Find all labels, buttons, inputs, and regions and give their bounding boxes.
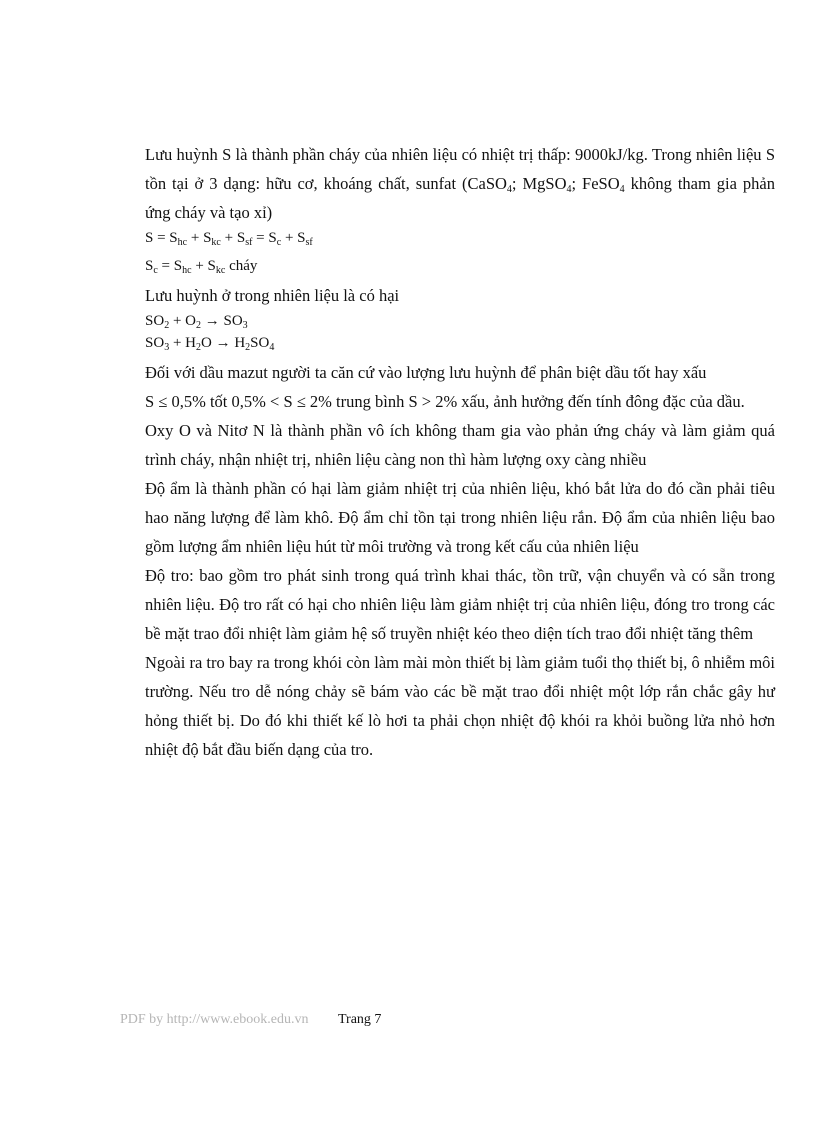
formula-sulfur-total <box>145 227 775 249</box>
formula-term: = S <box>157 258 183 274</box>
formula-so2-oxidation <box>145 310 775 332</box>
formula-term: SO <box>145 335 165 351</box>
paragraph-oxygen-nitrogen: Oxy O và Nitơ N là thành phần vô ích không tham gia vào phản ứng cháy và làm giảm quá trình cháy, nhận nhiệt trị, nhiên liệu càng non thì hàm lượng oxy càng nhiều <box>145 421 775 469</box>
subscript: sf <box>245 237 253 248</box>
paragraph-mazut-oil: Đối với dầu mazut người ta căn cứ vào lượng lưu huỳnh để phân biệt dầu tốt hay xấu <box>145 363 707 382</box>
text-segment: không tham gia phản ứng cháy và tạo xỉ) <box>145 174 775 222</box>
paragraph-ash: Độ tro: bao gồm tro phát sinh trong quá trình khai thác, tồn trữ, vận chuyển và có sẵn trong nhiên liệu. Độ tro rất có hại cho nhiên liệu làm giảm nhiệt trị của nhiên liệu, đóng tro trong các bề mặt trao đổi nhiệt làm giảm hệ số truyền nhiệt kéo theo diện tích trao đổi nhiệt tăng thêm <box>145 566 775 643</box>
footer-source-link[interactable]: PDF by http://www.ebook.edu.vn <box>120 1012 309 1027</box>
formula-term: O → H <box>200 335 246 351</box>
formula-term: SO <box>145 313 165 329</box>
subscript: c <box>276 237 282 248</box>
paragraph-moisture: Độ ẩm là thành phần có hại làm giảm nhiệt trị của nhiên liệu, khó bắt lửa do đó cần phải tiêu hao năng lượng để làm khô. Độ ẩm chỉ tồn tại trong nhiên liệu rắn. Độ ẩm của nhiên liệu bao gồm lượng ẩm nhiên liệu hút từ môi trường và trong kết cấu của nhiên liệu <box>145 479 775 556</box>
subscript: kc <box>211 237 221 248</box>
paragraph-sulfur-intro <box>145 140 775 227</box>
subscript: 3 <box>164 342 170 353</box>
paragraph-sulfur-grades: S ≤ 0,5% tốt 0,5% < S ≤ 2% trung bình S > 2% xấu, ảnh hưởng đến tính đông đặc của dầu. <box>145 392 745 411</box>
subscript: hc <box>177 237 188 248</box>
formula-term: = S <box>252 230 277 246</box>
formula-term: SO <box>250 335 270 351</box>
formula-term: + S <box>281 230 306 246</box>
formula-term: S = S <box>145 230 178 246</box>
page-footer <box>120 1012 381 1028</box>
formula-term: + S <box>220 230 246 246</box>
text-segment: Lưu huỳnh S là thành phần cháy của nhiên liệu có nhiệt trị thấp: 9000kJ/kg. Trong nhiên liệu S tồn tại ở 3 dạng: hữu cơ, khoáng chất, sunfat (CaSO <box>145 145 775 193</box>
subscript: 2 <box>195 320 201 331</box>
subscript: kc <box>215 265 226 276</box>
subscript: 4 <box>269 342 275 353</box>
text-segment: ; MgSO <box>511 174 567 193</box>
text-segment: ; FeSO <box>571 174 620 193</box>
subscript: 2 <box>245 342 251 353</box>
formula-term: + O <box>169 313 196 329</box>
paragraph-sulfur-harmful: Lưu huỳnh ở trong nhiên liệu là có hại <box>145 286 400 305</box>
formula-sulfur-combustible <box>145 255 775 277</box>
formula-term: + S <box>191 258 216 274</box>
subscript: 2 <box>164 320 170 331</box>
formula-term: + H <box>169 335 196 351</box>
subscript: sf <box>305 237 313 248</box>
subscript: c <box>153 265 158 276</box>
subscript: 4 <box>619 184 625 195</box>
subscript: hc <box>182 265 192 276</box>
subscript: 3 <box>242 320 248 331</box>
formula-term: cháy <box>225 258 258 274</box>
paragraph-fly-ash: Ngoài ra tro bay ra trong khói còn làm mài mòn thiết bị làm giảm tuổi thọ thiết bị, ô nhiễm môi trường. Nếu tro dễ nóng chảy sẽ bám vào các bề mặt trao đổi nhiệt một lớp rắn chắc gây hư hỏng thiết bị. Do đó khi thiết kế lò hơi ta phải chọn nhiệt độ khói ra khỏi buồng lửa nhỏ hơn nhiệt độ bắt đầu biến dạng của tro. <box>145 653 775 759</box>
formula-term: S <box>145 258 154 274</box>
subscript: 4 <box>506 184 512 195</box>
formula-term: → SO <box>200 313 243 329</box>
subscript: 2 <box>195 342 201 353</box>
formula-sulfuric-acid <box>145 332 775 354</box>
formula-term: + S <box>187 230 212 246</box>
subscript: 4 <box>566 184 572 195</box>
document-page <box>145 140 775 764</box>
page-number: Trang 7 <box>337 1012 382 1027</box>
